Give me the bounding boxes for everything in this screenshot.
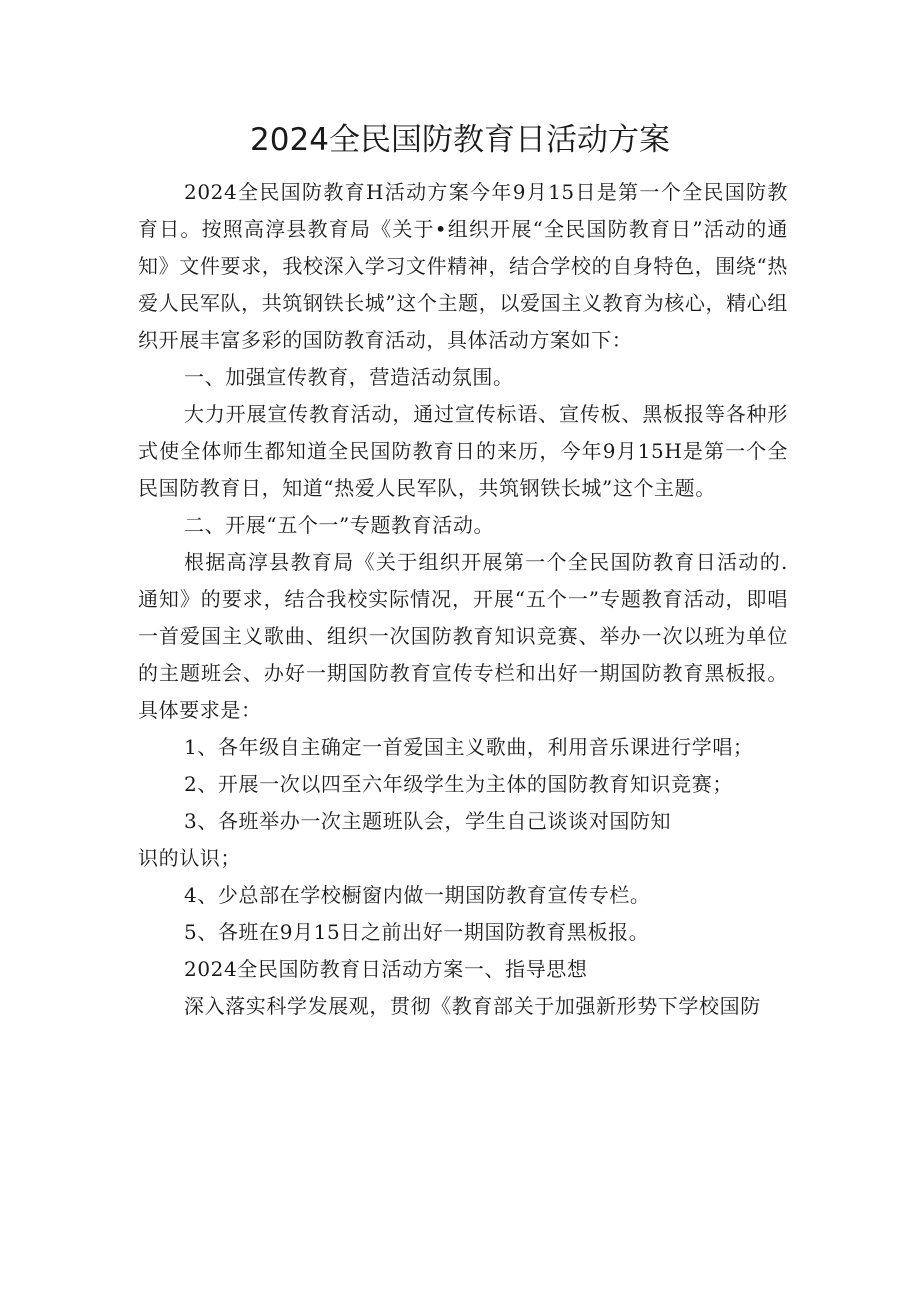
paragraph-intro: 2024全民国防教育H活动方案今年9月15日是第一个全民国防教育日。按照高淳县教育局《关于•组织开展“全民国防教育日”活动的通知》文件要求，我校深入学习文件精神，结合学校的自身特色，围绕“热爱人民军队，共筑钢铁长城”这个主题，以爱国主义教育为核心，精心组织开展丰富多彩的国防教育活动，具体活动方案如下： [138,180,788,352]
heading-section-1: 一、加强宣传教育，营造活动氛围。 [184,365,514,389]
document-body [138,174,788,1025]
list-item-3: 3、各班举办一次主题班队会，学生自己谈谈对国防知 [184,809,672,833]
list-item-3-continued: 识的认识； [138,846,241,870]
heading-section-2: 二、开展“五个一”专题教育活动。 [184,513,495,537]
list-item-4: 4、少总部在学校橱窗内做一期国防教育宣传专栏。 [184,883,651,907]
paragraph-section-2: 根据高淳县教育局《关于组织开展第一个全民国防教育日活动的.通知》的要求，结合我校实际情况，开展“五个一”专题教育活动，即唱一首爱国主义歌曲、组织一次国防教育知识竞赛、举办一次以班为单位的主题班会、办好一期国防教育宣传专栏和出好一期国防教育黑板报。具体要求是： [138,550,788,722]
subheading-guiding-thought: 2024全民国防教育日活动方案一、指导思想 [184,957,588,981]
list-item-1: 1、各年级自主确定一首爱国主义歌曲，利用音乐课进行学唱； [184,735,754,759]
document-title: 2024全民国防教育日活动方案 [250,122,670,158]
list-item-5: 5、各班在9月15日之前出好一期国防教育黑板报。 [184,920,650,944]
paragraph-section-1: 大力开展宣传教育活动，通过宣传标语、宣传板、黑板报等各种形式使全体师生都知道全民国防教育日的来历，今年9月15H是第一个全民国防教育日，知道“热爱人民军队，共筑钢铁长城”这个主题。 [138,402,788,500]
paragraph-guiding-thought: 深入落实科学发展观，贯彻《教育部关于加强新形势下学校国防 [184,994,761,1018]
list-item-2: 2、开展一次以四至六年级学生为主体的国防教育知识竞赛； [184,772,733,796]
